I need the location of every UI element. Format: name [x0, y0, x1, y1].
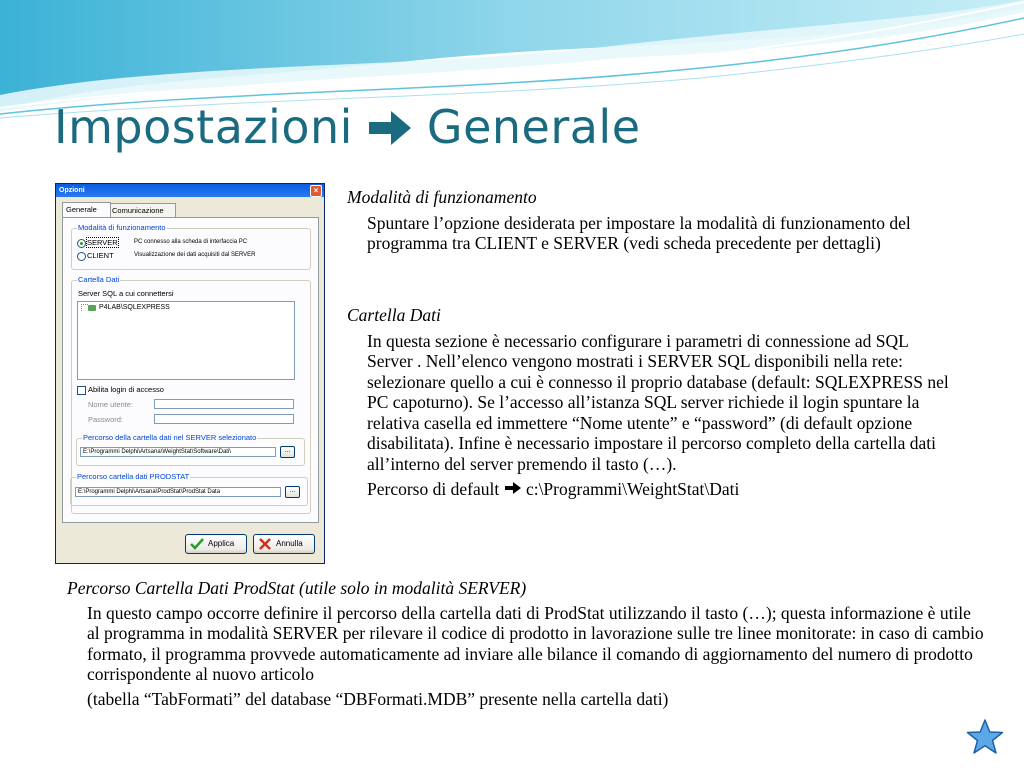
- cancel-button-label: Annulla: [276, 539, 303, 548]
- options-dialog: [55, 183, 325, 564]
- tree-line: [81, 304, 88, 311]
- slide-title: [54, 100, 641, 158]
- arrow-icon: [504, 479, 522, 499]
- mode-heading: Modalità di funzionamento: [347, 187, 537, 207]
- right-arrow-icon: [367, 104, 413, 158]
- apply-button-label: Applica: [208, 539, 235, 548]
- password-label: Password:: [88, 415, 124, 424]
- prodstat-heading: Percorso Cartella Dati ProdStat (utile solo in modalità SERVER): [67, 578, 527, 598]
- default-path: [367, 479, 957, 500]
- client-radio-label[interactable]: CLIENT: [87, 251, 114, 260]
- server-path-group: [76, 433, 305, 466]
- prodstat-section: [67, 578, 987, 709]
- login-checkbox[interactable]: [77, 386, 86, 395]
- server-icon: [88, 305, 96, 311]
- login-checkbox-label[interactable]: Abilita login di accesso: [88, 385, 164, 394]
- default-path-value: c:\Programmi\WeightStat\Dati: [525, 479, 740, 499]
- x-icon: [258, 537, 272, 558]
- data-folder-group: [71, 275, 311, 514]
- prodstat-path-group: [70, 472, 308, 506]
- server-radio-label[interactable]: SERVER: [87, 238, 118, 247]
- prodstat-path-field[interactable]: E:\Programmi Delphi\Artsana\ProdStat\ProdStat Data: [75, 487, 281, 497]
- server-path-field[interactable]: E:\Programmi Delphi\Artsana\WeightStat\Software\Dati\: [80, 447, 276, 457]
- close-button[interactable]: ×: [310, 185, 322, 197]
- client-radio[interactable]: [77, 252, 86, 261]
- dialog-title: Opzioni: [59, 187, 85, 194]
- title-part1: Impostazioni: [54, 100, 353, 154]
- default-path-prefix: Percorso di default: [367, 479, 500, 499]
- check-icon: [190, 537, 204, 558]
- folder-text: In questa sezione è necessario configurare i parametri di connessione ad SQL Server . Nell’elenco vengono mostrati i SERVER SQL disponibili nella rete: selezionare quello a cui è connesso il proprio database (default: SQLEXPRESS nel PC capoturno). Se l’accesso all’istanza SQL server richiede il login spuntare la relativa casella ed immettere “Nome utente” e “password” (di default opzione disabilitata). Infine è necessario impostare il percorso completo della cartella dati all’interno del server premendo il tasto (…).: [367, 330, 949, 474]
- star-icon[interactable]: [965, 718, 1005, 761]
- server-list-label: Server SQL a cui connettersi: [78, 289, 174, 298]
- prodstat-path-group-label: Percorso cartella dati PRODSTAT: [77, 472, 190, 481]
- server-list[interactable]: [77, 301, 295, 380]
- server-radio[interactable]: [77, 239, 86, 248]
- title-part2: Generale: [426, 100, 641, 154]
- mode-text: Spuntare l’opzione desiderata per impostare la modalità di funzionamento del programma tra CLIENT e SERVER (vedi scheda precedente per dettagli): [367, 212, 911, 253]
- mode-group: [71, 223, 311, 270]
- tab-comunicazione[interactable]: Comunicazione: [108, 203, 176, 217]
- prodstat-text: In questo campo occorre definire il percorso della cartella dati di ProdStat utilizzando il tasto (…); questa informazione è utile al programma in modalità SERVER per rilevare il codice di prodotto in lavorazione sulle tre linee monitorate: in caso di cambio formato, il programma provvede automaticamente ad inviare alle bilance il comando di aggiornamento del numero di prodotto corrispondente al nuovo articolo: [87, 602, 984, 684]
- prodstat-note: (tabella “TabFormati” del database “DBFormati.MDB” presente nella cartella dati): [87, 688, 669, 709]
- username-label: Nome utente:: [88, 400, 134, 409]
- data-folder-group-label: Cartella Dati: [78, 275, 120, 284]
- password-field[interactable]: [154, 414, 294, 424]
- tab-generale[interactable]: Generale: [62, 202, 111, 217]
- folder-section: [347, 305, 957, 500]
- server-path-browse-button[interactable]: ...: [280, 446, 295, 458]
- server-path-group-label: Percorso della cartella dati nel SERVER selezionato: [83, 433, 257, 442]
- tab-panel-generale: [62, 217, 319, 523]
- mode-section: [347, 187, 957, 254]
- username-field[interactable]: [154, 399, 294, 409]
- client-description: Visualizzazione dei dati acquisiti dal SERVER: [134, 252, 256, 258]
- server-list-item[interactable]: P4LAB\SQLEXPRESS: [99, 304, 170, 311]
- apply-button[interactable]: [185, 534, 247, 554]
- mode-group-label: Modalità di funzionamento: [78, 223, 166, 232]
- prodstat-path-browse-button[interactable]: ...: [285, 486, 300, 498]
- server-description: PC connesso alla scheda di interfaccia PC: [134, 239, 248, 245]
- dialog-titlebar: [56, 184, 324, 197]
- cancel-button[interactable]: [253, 534, 315, 554]
- folder-heading: Cartella Dati: [347, 305, 441, 325]
